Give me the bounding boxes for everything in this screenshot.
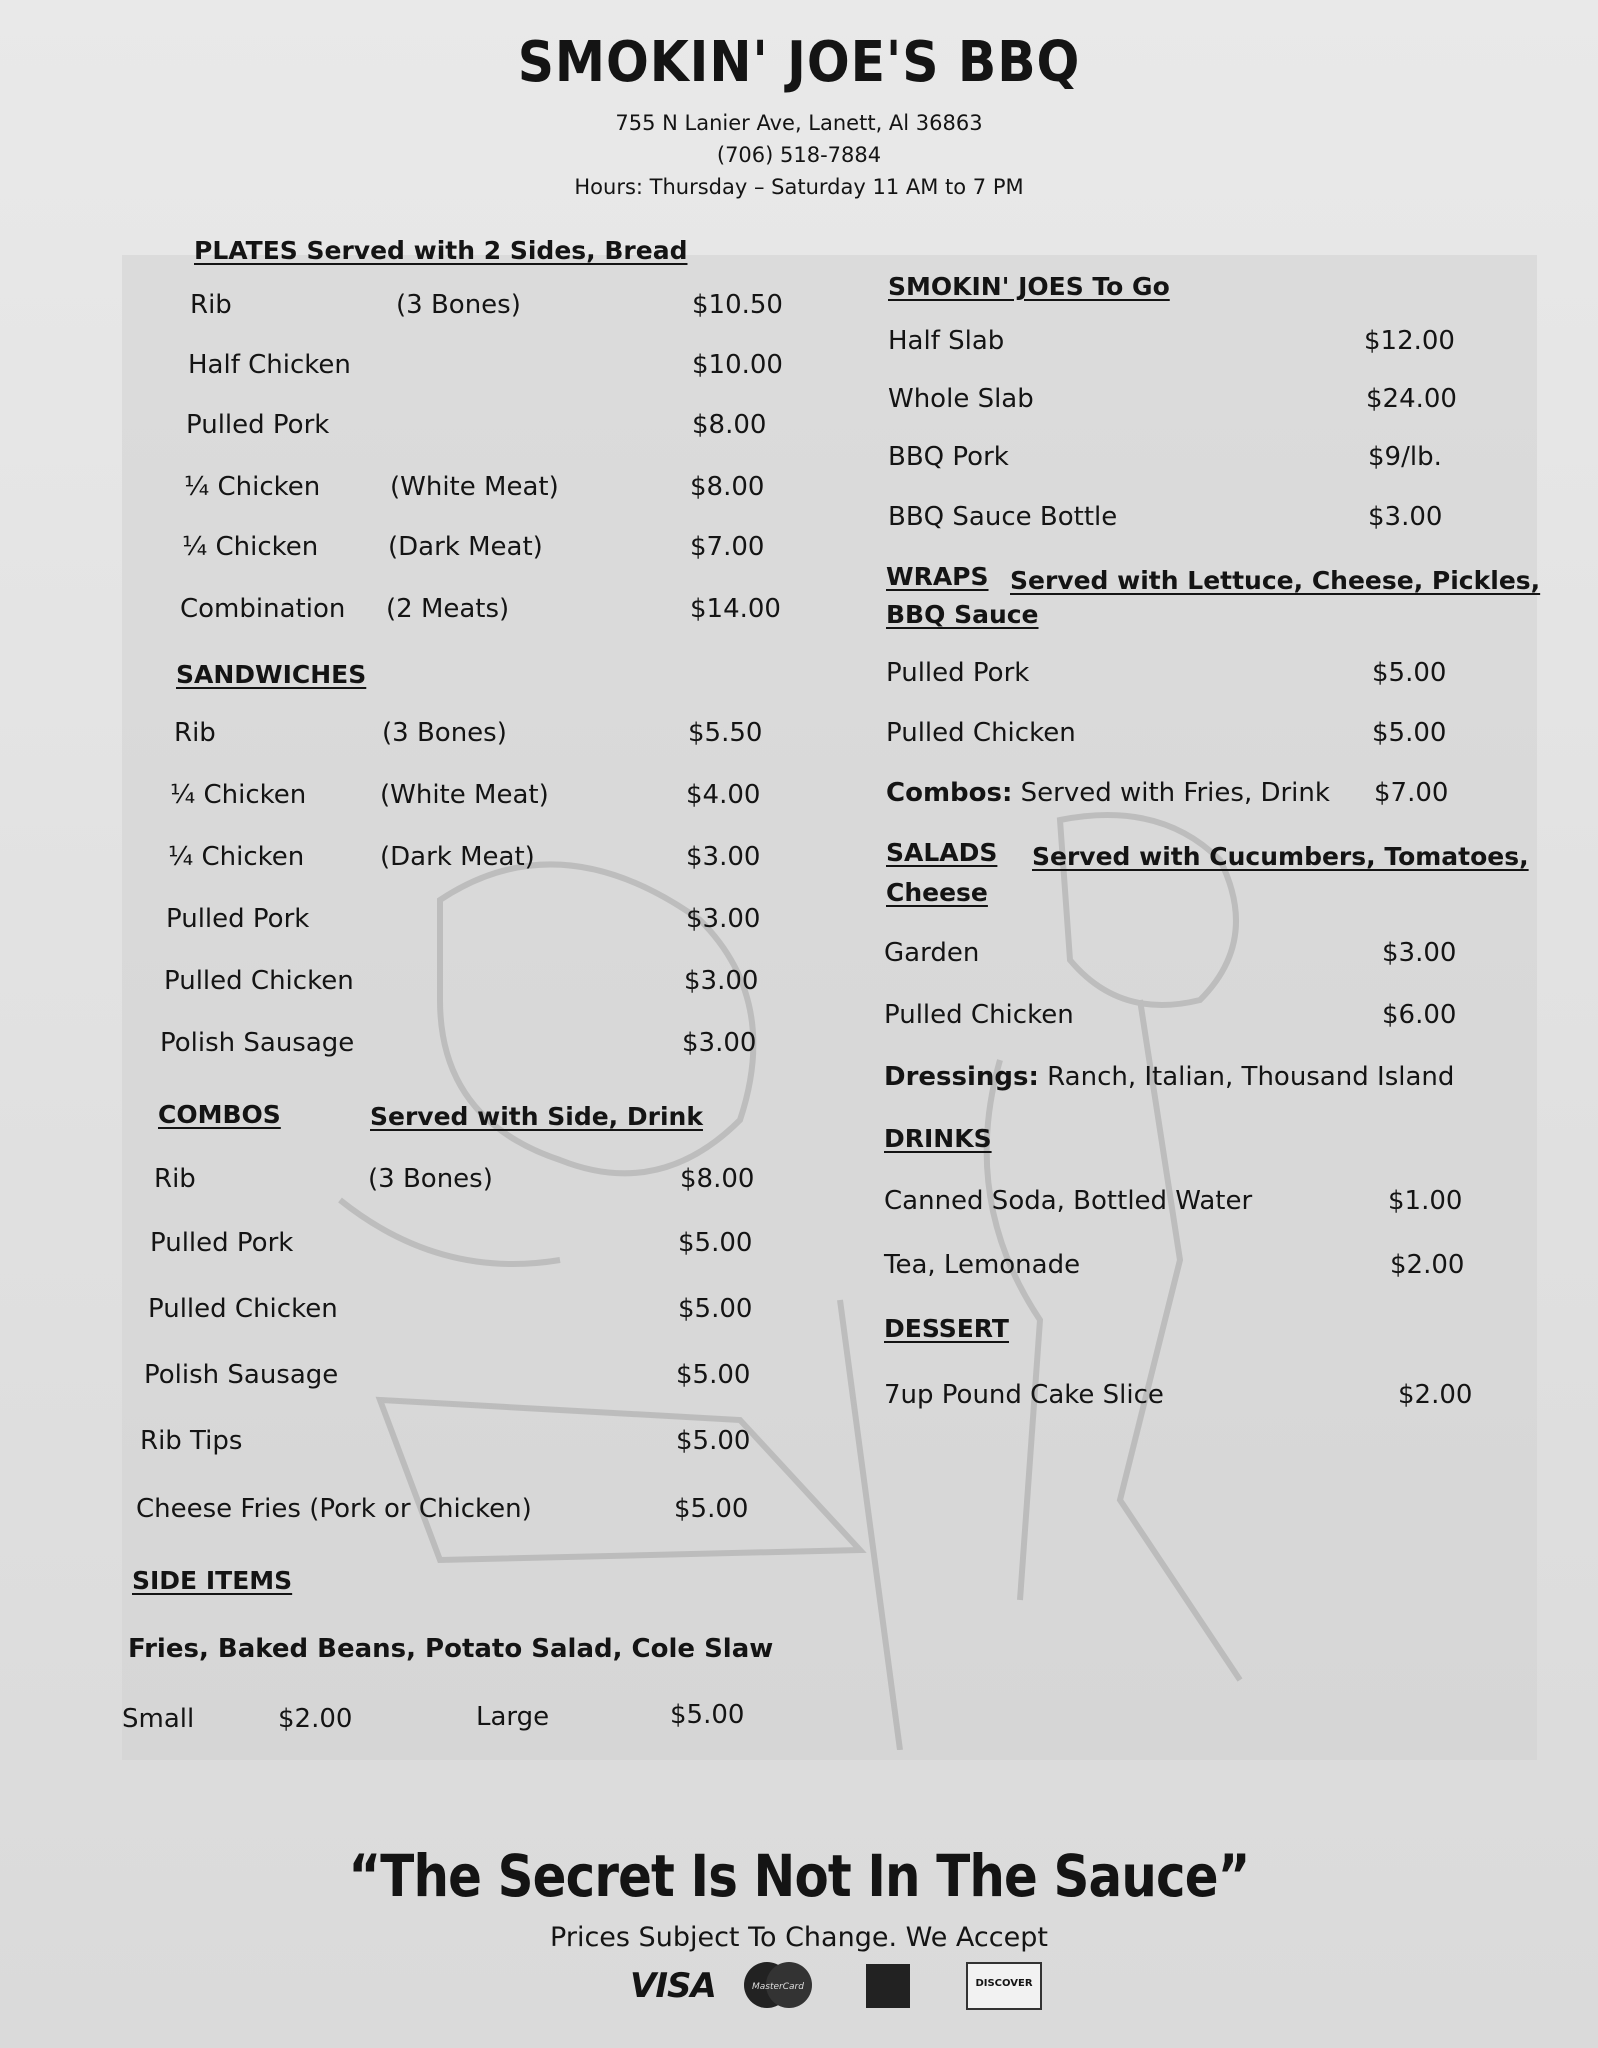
wraps-heading: WRAPS [886, 562, 989, 591]
amex-logo [866, 1964, 910, 2008]
side-small-label: Small [122, 1704, 195, 1734]
chef-watermark-illustration [140, 300, 1500, 1750]
side-large-price: $5.00 [670, 1700, 745, 1730]
restaurant-name: SMOKIN' JOE'S BBQ [517, 30, 1081, 95]
side-large-label: Large [476, 1702, 550, 1732]
restaurant-hours: Hours: Thursday – Saturday 11 AM to 7 PM [574, 175, 1024, 199]
wraps-subheading-cont: BBQ Sauce [886, 600, 1039, 629]
side-items-list: Fries, Baked Beans, Potato Salad, Cole Slaw [128, 1634, 774, 1664]
salads-heading: SALADS [886, 838, 998, 867]
side-small-price: $2.00 [278, 1704, 353, 1734]
mastercard-logo [740, 1960, 816, 2010]
drinks-heading: DRINKS [884, 1124, 992, 1153]
restaurant-phone: (706) 518-7884 [716, 143, 882, 167]
restaurant-slogan: “The Secret Is Not In The Sauce” [348, 1842, 1250, 1910]
salads-subheading-cont: Cheese [886, 878, 988, 907]
combos-heading: COMBOS [158, 1100, 281, 1129]
side-items-heading: SIDE ITEMS [132, 1566, 293, 1595]
prices-note: Prices Subject To Change. We Accept [550, 1922, 1048, 1953]
dessert-heading: DESSERT [884, 1314, 1009, 1343]
restaurant-address: 755 N Lanier Ave, Lanett, Al 36863 [615, 111, 983, 135]
salad-dressings: Dressings: Ranch, Italian, Thousand Island [884, 1062, 1455, 1092]
salads-subheading: Served with Cucumbers, Tomatoes, [1032, 842, 1529, 871]
togo-heading: SMOKIN' JOES To Go [888, 272, 1170, 301]
plates-heading: PLATES Served with 2 Sides, Bread [194, 236, 688, 265]
sandwiches-heading: SANDWICHES [176, 660, 367, 689]
combos-subheading: Served with Side, Drink [370, 1102, 703, 1131]
menu-header [0, 30, 1598, 203]
discover-logo: DISCOVER [966, 1962, 1042, 2010]
wraps-subheading: Served with Lettuce, Cheese, Pickles, [1010, 566, 1541, 595]
visa-logo: VISA [630, 1966, 716, 2006]
svg-text:MasterCard: MasterCard [752, 1982, 804, 1992]
